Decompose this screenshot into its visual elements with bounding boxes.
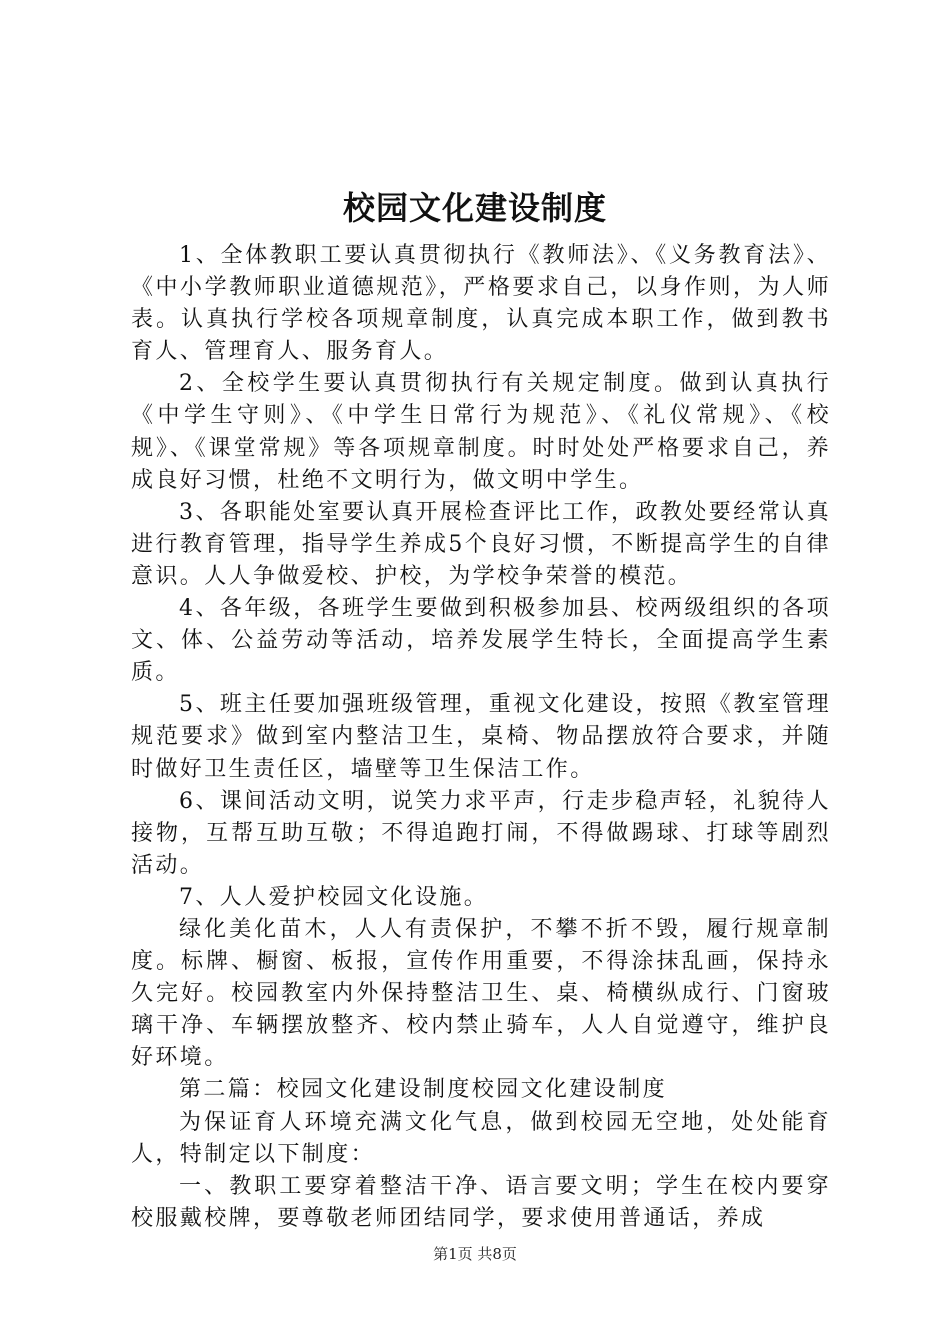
document-title: 校园文化建设制度 xyxy=(342,189,607,227)
paragraph-2: 2、全校学生要认真贯彻执行有关规定制度。做到认真执行《中学生守则》、《中学生日常行为规范》、《礼仪常规》、《校规》、《课堂常规》等各项规章制度。时时处处严格要求自己，养成良好习惯，杜绝不文明行为，做文明中学生。 xyxy=(131,371,831,493)
paragraph-7: 7、人人爱护校园文化设施。 xyxy=(179,884,489,910)
document-body xyxy=(131,240,831,1235)
page-footer: 第1页 共8页 xyxy=(433,1245,517,1263)
paragraph-9: 为保证育人环境充满文化气息，做到校园无空地，处处能育人，特制定以下制度： xyxy=(131,1109,831,1167)
paragraph-5: 5、班主任要加强班级管理，重视文化建设，按照《教室管理规范要求》做到室内整洁卫生，桌椅、物品摆放符合要求，并随时做好卫生责任区，墙壁等卫生保洁工作。 xyxy=(131,692,831,782)
section-heading-part-two: 第二篇：校园文化建设制度校园文化建设制度 xyxy=(179,1077,668,1103)
paragraph-1: 1、全体教职工要认真贯彻执行《教师法》、《义务教育法》、《中小学教师职业道德规范》，严格要求自己，以身作则，为人师表。认真执行学校各项规章制度，认真完成本职工作，做到教书育人、管理育人、服务育人。 xyxy=(131,243,831,365)
paragraph-8: 绿化美化苗木，人人有责保护，不攀不折不毁，履行规章制度。标牌、橱窗、板报，宣传作用重要，不得涂抹乱画，保持永久完好。校园教室内外保持整洁卫生、桌、椅横纵成行、门窗玻璃干净、车辆摆放整齐、校内禁止骑车，人人自觉遵守，维护良好环境。 xyxy=(131,916,831,1071)
paragraph-10: 一、教职工要穿着整洁干净、语言要文明；学生在校内要穿校服戴校牌，要尊敬老师团结同学，要求使用普通话，养成 xyxy=(131,1173,831,1231)
paragraph-4: 4、各年级，各班学生要做到积极参加县、校两级组织的各项文、体、公益劳动等活动，培养发展学生特长，全面提高学生素质。 xyxy=(131,596,831,686)
paragraph-3: 3、各职能处室要认真开展检查评比工作，政教处要经常认真进行教育管理，指导学生养成5个良好习惯，不断提高学生的自律意识。人人争做爱校、护校，为学校争荣誉的模范。 xyxy=(131,499,831,589)
paragraph-6: 6、课间活动文明，说笑力求平声，行走步稳声轻，礼貌待人接物，互帮互助互敬；不得追跑打闹，不得做踢球、打球等剧烈活动。 xyxy=(131,788,831,878)
